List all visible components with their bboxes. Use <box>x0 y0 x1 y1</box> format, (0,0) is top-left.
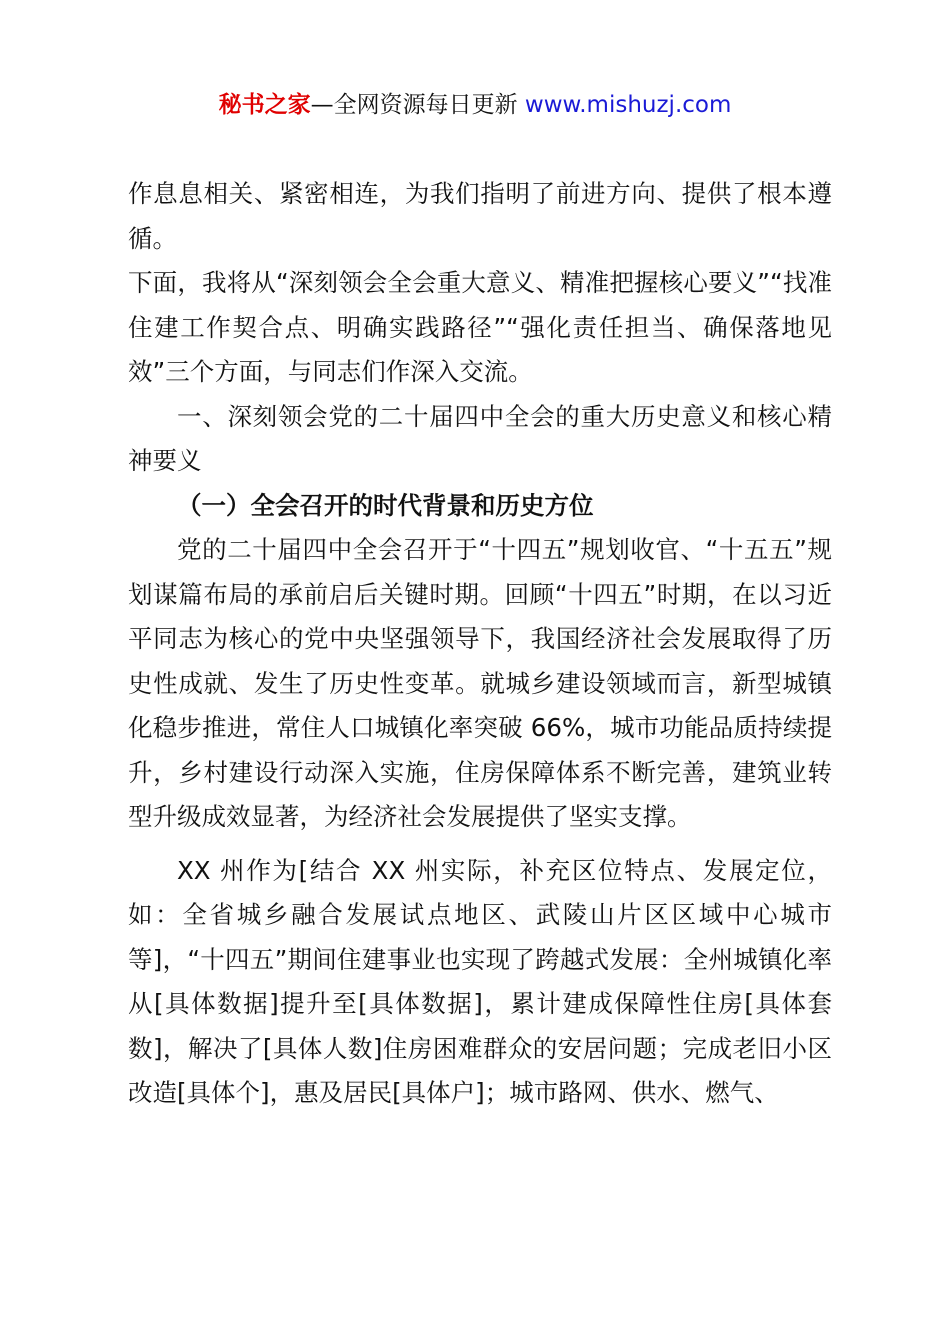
subsection-heading: （一）全会召开的时代背景和历史方位 <box>177 490 594 520</box>
section-heading-one: 一、深刻领会党的二十届四中全会的重大历史意义和核心精神要义 <box>128 401 832 475</box>
paragraph-background: 党的二十届四中全会召开于“十四五”规划收官、“十五五”规划谋篇布局的承前启后关键时期。回顾“十四五”时期，在以习近平同志为核心的党中央坚强领导下，我国经济社会发展取得了历史性成就、发生了历史性变革。就城乡建设领域而言，新型城镇化稳步推进，常住人口城镇化率突破 66%，城市功能品质持续提升，乡村建设行动深入实施，住房保障体系不断完善，建筑业转型升级成效显著，为经济社会发展提供了坚实支撑。 <box>128 535 832 831</box>
header-tagline: —全网资源每日更新 <box>310 92 525 118</box>
site-url-link[interactable]: www.mishuzj.com <box>524 92 732 118</box>
paragraph-local-progress: XX 州作为[结合 XX 州实际，补充区位特点、发展定位，如：全省城乡融合发展试点地区、武陵山片区区域中心城市等]，“十四五”期间住建事业也实现了跨越式发展：全州城镇化率从[具体数据]提升至[具体数据]，累计建成保障性住房[具体套数]，解决了[具体人数]住房困难群众的安居问题；完成老旧小区改造[具体个]，惠及居民[具体户]；城市路网、供水、燃气、 <box>128 855 832 1107</box>
brand-name: 秘书之家 <box>218 92 311 118</box>
site-header <box>0 88 950 122</box>
document-body <box>128 172 832 1116</box>
paragraph-continuation: 作息息相关、紧密相连，为我们指明了前进方向、提供了根本遵循。 <box>128 179 832 253</box>
paragraph-outline-intro: 下面，我将从“深刻领会全会重大意义、精准把握核心要义”“找准住建工作契合点、明确实践路径”“强化责任担当、确保落地见效”三个方面，与同志们作深入交流。 <box>128 268 832 386</box>
